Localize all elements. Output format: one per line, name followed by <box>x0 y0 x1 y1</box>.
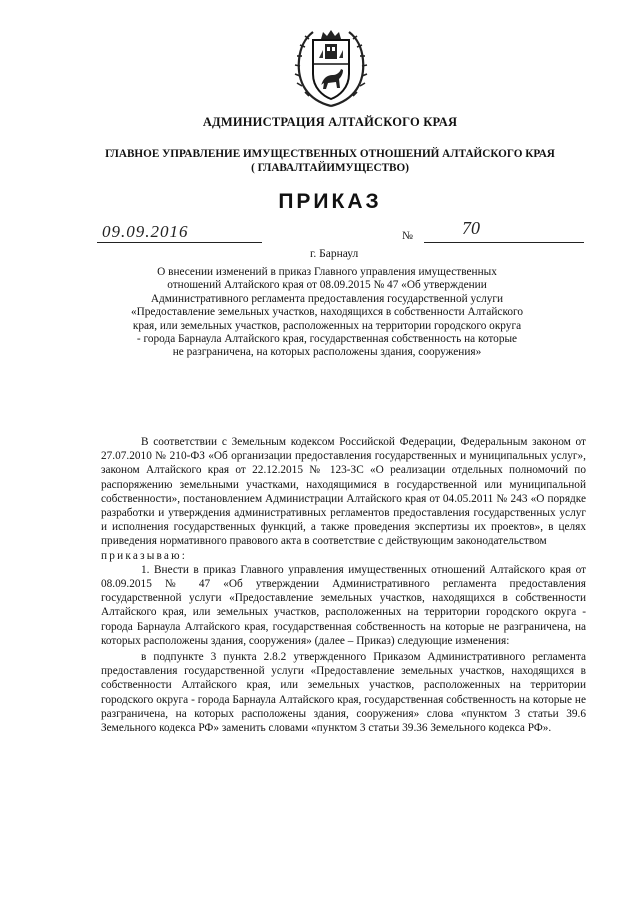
coat-of-arms-icon <box>293 26 369 110</box>
title-line: О внесении изменений в приказ Главного управления имущественных <box>157 266 497 278</box>
item-1-paragraph: 1. Внести в приказ Главного управления имущественных отношений Алтайского края от 08.09.2015 № 47 «Об утверждении Административного регламента предоставления государственной услуги «Предоставление земельных участков, находящихся в собственности Алтайского края, или земельных участков, расположенных на территории городского округа - города Барнаула Алтайского края, государственная собственность на которые не разграничена, на которых расположены здания, сооружения» (далее – Приказ) следующие изменения: <box>101 563 586 647</box>
preamble-paragraph: В соответствии с Земельным кодексом Российской Федерации, Федеральным законом от 27.07.2010 № 210-ФЗ «Об организации предоставления государственных и муниципальных услуг», законом Алтайского края от 22.12.2015 № 123-ЗС «О реализации отдельных полномочий по распоряжению земельными участками, находящимися в государственной или муниципальной собственности», постановлением Администрации Алтайского края от 04.05.2011 № 243 «О порядке разработки и утверждения административных регламентов предоставления государственных услуг и исполнения государственных функций, а также проведения экспертизы их проектов», в целях приведения нормативного правового акта в соответствие с действующим законодательством <box>101 436 586 548</box>
title-line: «Предоставление земельных участков, находящихся в собственности Алтайского <box>130 306 524 319</box>
title-line: края, или земельных участков, расположенных на территории городского округа <box>132 319 522 332</box>
document-title <box>108 266 546 360</box>
department-name: ГЛАВНОЕ УПРАВЛЕНИЕ ИМУЩЕСТВЕННЫХ ОТНОШЕНИЙ АЛТАЙСКОГО КРАЯ <box>105 148 555 160</box>
handwritten-date: 09.09.2016 <box>102 222 189 241</box>
number-underline <box>424 242 584 243</box>
document-body <box>101 435 586 735</box>
order-word: приказываю: <box>101 549 188 562</box>
city-name: г. Барнаул <box>310 248 359 260</box>
date-underline <box>97 242 262 243</box>
handwritten-number: 70 <box>462 218 480 238</box>
department-short-name: ( ГЛАВАЛТАЙИМУЩЕСТВО) <box>251 162 409 174</box>
title-line: отношений Алтайского края от 08.09.2015 № 47 «Об утверждении <box>167 279 487 292</box>
title-line: не разграничена, на которых расположены здания, сооружения» <box>172 346 482 359</box>
document-type-heading: ПРИКАЗ <box>278 190 382 213</box>
organization-name: АДМИНИСТРАЦИЯ АЛТАЙСКОГО КРАЯ <box>202 115 458 129</box>
number-label: № <box>402 230 413 242</box>
title-line: Административного регламента предоставления государственной услуги <box>150 292 504 305</box>
amendment-paragraph: в подпункте 3 пункта 2.8.2 утвержденного Приказом Административного регламента предоставления государственной услуги «Предоставление земельных участков, находящихся в собственности Алтайского края, или земельных участков, расположенных на территории городского округа - города Барнаула Алтайского края, государственная собственность на которые не разграничена, на которых расположены здания, сооружения» слова «пунктом 3 статьи 39.6 Земельного кодекса РФ» заменить словами «пунктом 3 статьи 39.36 Земельного кодекса РФ». <box>101 651 586 735</box>
title-line: - города Барнаула Алтайского края, государственная собственность на которые <box>136 333 518 346</box>
